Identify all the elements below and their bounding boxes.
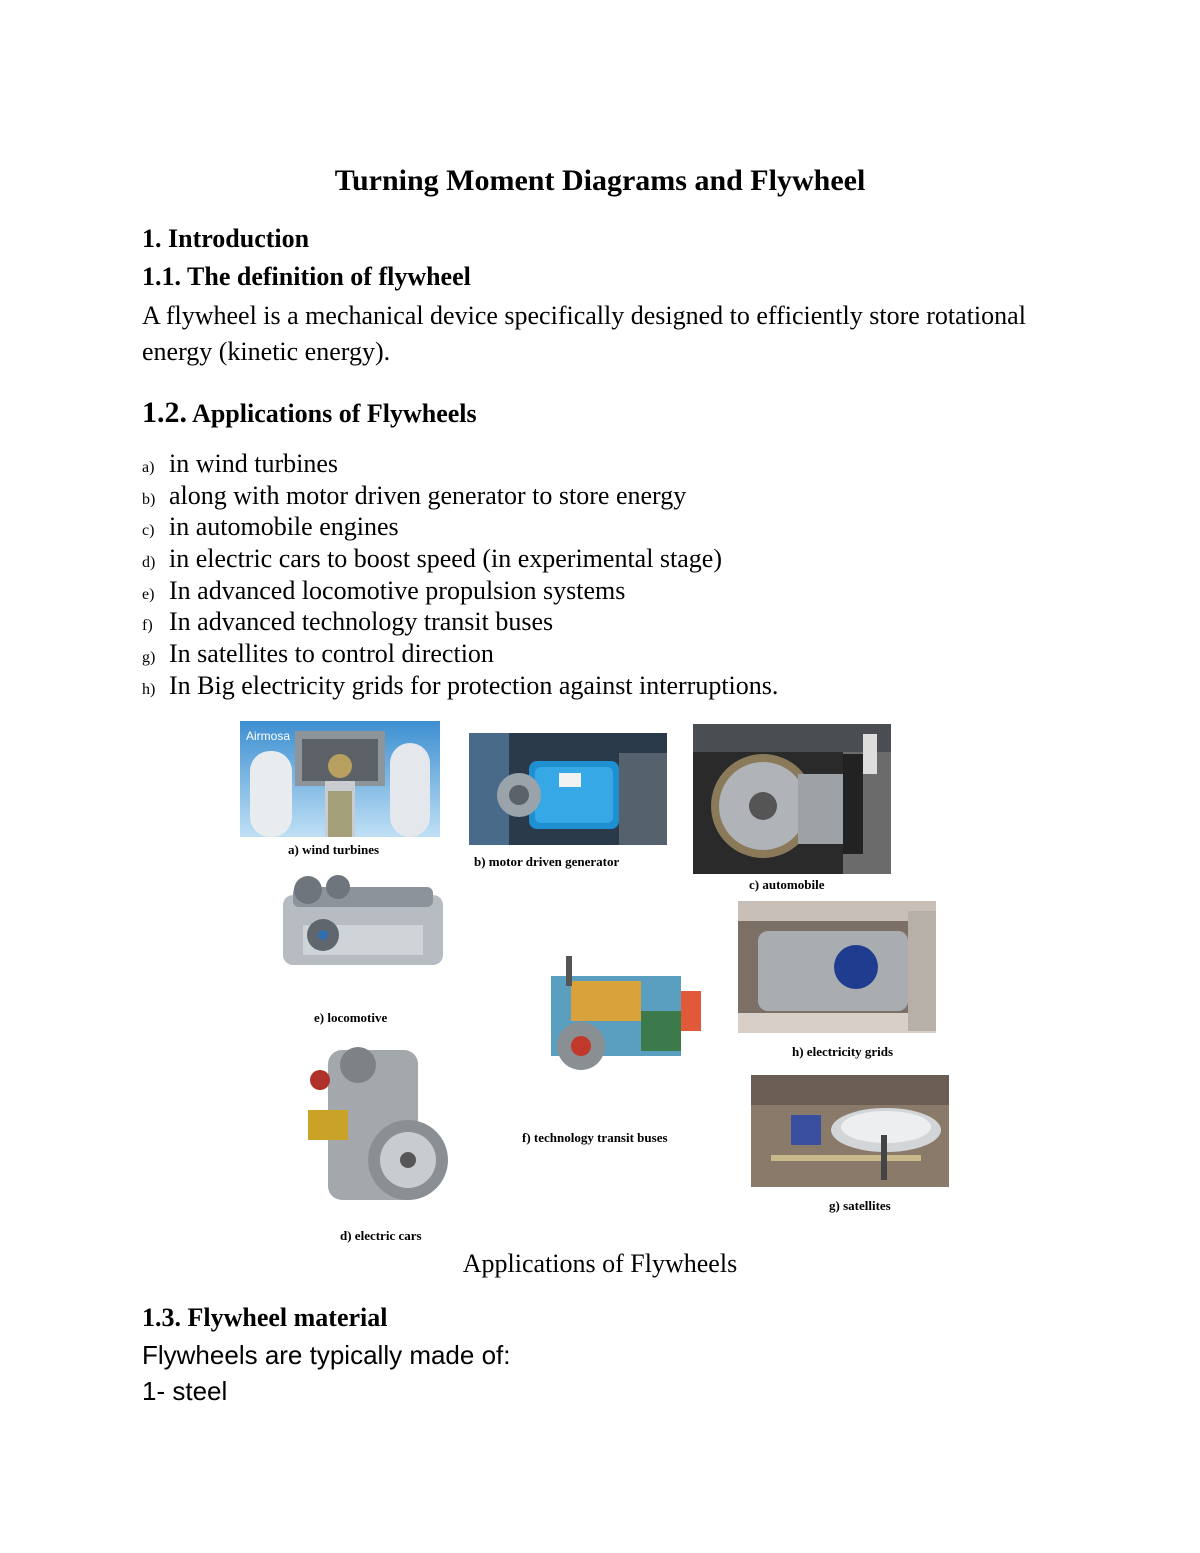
list-item-text: In advanced technology transit buses xyxy=(169,607,554,637)
figure-label-transit-buses: f) technology transit buses xyxy=(522,1130,668,1145)
applications-list xyxy=(142,448,778,702)
list-item-text: In satellites to control direction xyxy=(169,639,494,669)
list-item-text: in electric cars to boost speed (in experimental stage) xyxy=(169,544,723,574)
figure-label-locomotive: e) locomotive xyxy=(314,1010,388,1025)
definition-paragraph: A flywheel is a mechanical device specifically designed to efficiently store rotational energy (kinetic energy). xyxy=(142,301,1026,366)
list-item xyxy=(142,448,778,480)
electricity-grid-photo xyxy=(738,901,936,1033)
figure-label-satellites: g) satellites xyxy=(829,1198,891,1213)
motor-generator-photo xyxy=(469,733,667,845)
section-heading-text: Applications of Flywheels xyxy=(187,399,477,428)
material-intro-text: Flywheels are typically made of: xyxy=(142,1340,511,1370)
satellite-flywheel-photo xyxy=(751,1075,949,1187)
list-item xyxy=(142,670,778,702)
wind-turbine-logo: Airmosa xyxy=(246,729,291,743)
list-marker: g) xyxy=(142,649,156,667)
list-item xyxy=(142,543,778,575)
list-item-text: in automobile engines xyxy=(169,512,399,542)
list-marker: f) xyxy=(142,617,153,635)
list-item-text: In advanced locomotive propulsion systems xyxy=(169,575,626,605)
list-item-text: In Big electricity grids for protection against interruptions. xyxy=(169,670,779,700)
figure-caption: Applications of Flywheels xyxy=(462,1249,738,1278)
material-list-item: 1- steel xyxy=(142,1376,228,1406)
list-item xyxy=(142,511,778,543)
list-item-text: along with motor driven generator to store energy xyxy=(169,480,687,510)
list-marker: d) xyxy=(142,554,156,572)
section-number: 1.2. xyxy=(142,396,187,429)
list-marker: h) xyxy=(142,680,156,698)
list-marker: b) xyxy=(142,490,156,508)
list-item xyxy=(142,575,778,607)
automobile-flywheel-photo xyxy=(693,724,891,874)
list-item xyxy=(142,606,778,638)
electric-car-flywheel-photo xyxy=(298,1030,456,1224)
list-marker: a) xyxy=(142,459,155,476)
figure-label-motor-generator: b) motor driven generator xyxy=(474,854,620,869)
list-item xyxy=(142,638,778,670)
list-marker: c) xyxy=(142,522,155,540)
figure-label-wind-turbines: a) wind turbines xyxy=(288,842,380,857)
list-item xyxy=(142,480,778,512)
locomotive-engine-photo xyxy=(263,865,459,989)
section-heading-material: 1.3. Flywheel material xyxy=(142,1303,388,1332)
document-title: Turning Moment Diagrams and Flywheel xyxy=(334,164,866,197)
figure-label-automobile: c) automobile xyxy=(749,877,825,892)
section-heading-introduction: 1. Introduction xyxy=(142,224,310,253)
transit-bus-engine-photo xyxy=(511,951,709,1093)
list-marker: e) xyxy=(142,585,155,603)
figure-label-electricity-grids: h) electricity grids xyxy=(792,1044,894,1059)
list-item-text: in wind turbines xyxy=(169,449,338,478)
section-heading-applications xyxy=(142,396,477,430)
wind-turbine-photo xyxy=(240,721,440,837)
figure-label-electric-cars: d) electric cars xyxy=(340,1228,422,1243)
section-heading-definition: 1.1. The definition of flywheel xyxy=(142,262,471,291)
